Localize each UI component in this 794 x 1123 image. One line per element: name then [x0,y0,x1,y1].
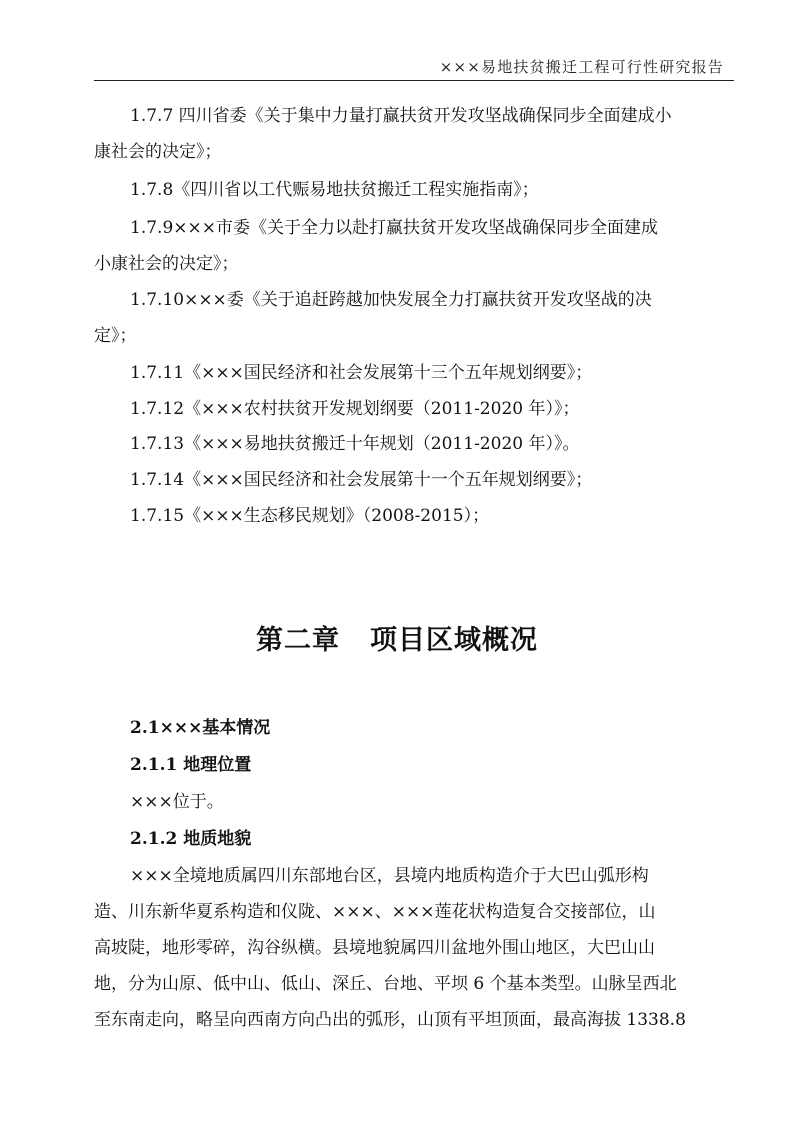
reference-1-7-13: 1.7.13《×××易地扶贫搬迁十年规划（2011-2020 年）》。 [130,434,580,454]
reference-1-7-14: 1.7.14《×××国民经济和社会发展第十一个五年规划纲要》； [130,470,593,490]
geology-paragraph-line: ×××全境地质属四川东部地台区，县境内地质构造介于大巴山弧形构 [130,866,649,886]
page-header [94,54,734,81]
section-2-1-1-text: ×××位于。 [130,792,224,812]
geology-paragraph-line: 至东南走向，略呈向西南方向凸出的弧形，山顶有平坦顶面，最高海拔 1338.8 [94,1010,686,1030]
chapter-heading [0,618,794,657]
reference-1-7-10: 1.7.10×××委《关于追赶跨越加快发展全力打赢扶贫开发攻坚战的决 [130,290,652,310]
geology-paragraph-line: 造、川东新华夏系构造和仪陇、×××、×××莲花状构造复合交接部位，山 [94,902,656,922]
reference-1-7-9: 1.7.9×××市委《关于全力以赴打赢扶贫开发攻坚战确保同步全面建成 [130,218,658,238]
section-2-1-1-heading: 2.1.1 地理位置 [130,755,252,775]
reference-1-7-15: 1.7.15《×××生态移民规划》（2008-2015）； [130,506,490,526]
reference-1-7-7: 1.7.7 四川省委《关于集中力量打赢扶贫开发攻坚战确保同步全面建成小 [130,106,672,126]
chapter-title: 项目区域概况 [370,625,538,656]
reference-1-7-9-continued: 小康社会的决定》； [94,254,239,274]
geology-paragraph-line: 地，分为山原、低中山、低山、深丘、台地、平坝 6 个基本类型。山脉呈西北 [94,974,677,994]
header-title: ×××易地扶贫搬迁工程可行性研究报告 [439,58,724,76]
reference-1-7-12: 1.7.12《×××农村扶贫开发规划纲要（2011-2020 年）》； [130,399,580,419]
reference-1-7-11: 1.7.11《×××国民经济和社会发展第十三个五年规划纲要》； [130,363,593,383]
reference-1-7-10-continued: 定》； [94,326,137,346]
geology-paragraph-line: 高坡陡，地形零碎，沟谷纵横。县境地貌属四川盆地外围山地区，大巴山山 [94,938,655,958]
reference-1-7-7-continued: 康社会的决定》； [94,142,222,162]
chapter-number: 第二章 [256,625,340,656]
reference-1-7-8: 1.7.8《四川省以工代赈易地扶贫搬迁工程实施指南》； [130,180,539,200]
section-2-1-heading: 2.1×××基本情况 [130,718,271,738]
section-2-1-2-heading: 2.1.2 地质地貌 [130,829,252,849]
